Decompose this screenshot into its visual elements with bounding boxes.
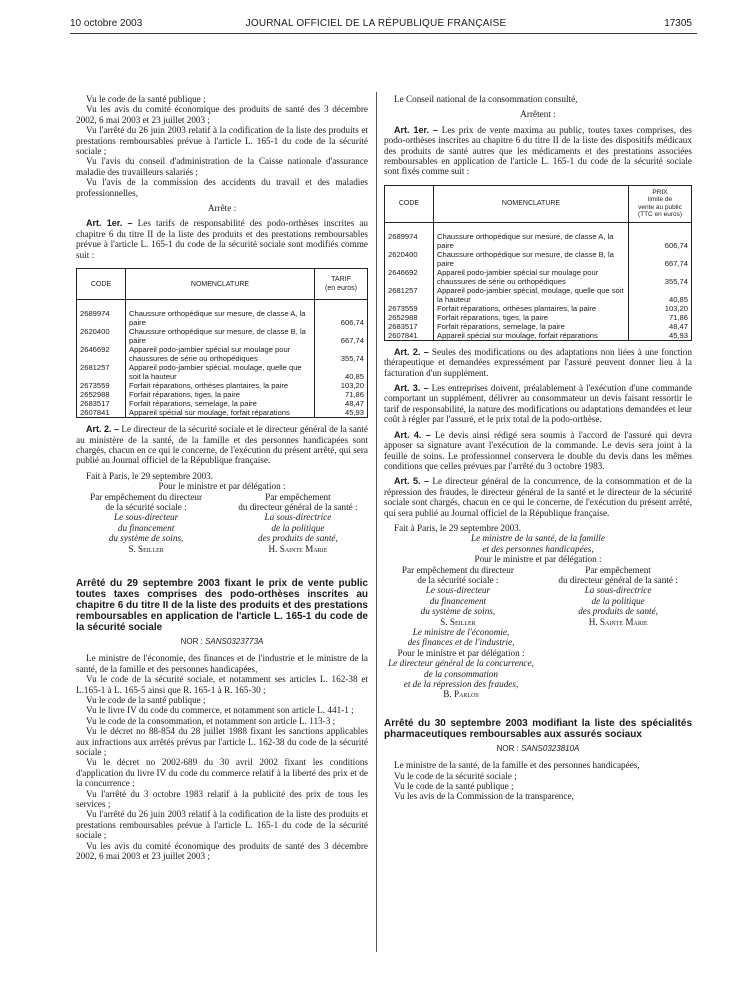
body-line: Vu l'arrêté du 26 juin 2003 relatif à la codification de la liste des produits et prestations remboursables prévue à l'article L. 165-1 du code de la sécurité sociale ; xyxy=(76,809,368,841)
signatory-name: S. Seiller xyxy=(440,616,476,627)
signature-line: des produits de santé, xyxy=(578,606,658,617)
intro-line: Vu l'avis du conseil d'administration de la Caisse nationale d'assurance maladie des travailleurs salariés ; xyxy=(76,156,368,177)
signature-line: La sous-directrice xyxy=(264,512,332,523)
row-code: 2620400 xyxy=(385,250,434,268)
column-header-prix: PRIX limite de vente au public (TTC en euros) xyxy=(629,185,692,222)
dg-line: Le directeur général de la concurrence, xyxy=(388,658,534,669)
signatory-name: B. Parlos xyxy=(443,689,479,700)
row-name: Appareil podo-jambier spécial sur moulage pour chaussures de série ou orthopédiques xyxy=(126,345,315,363)
row-name: Chaussure orthopédique sur mesure, de classe B, la paire xyxy=(434,250,629,268)
signature-block xyxy=(384,565,692,627)
arretent-heading: Arrêtent : xyxy=(520,109,556,120)
table-row xyxy=(385,268,692,286)
row-name: Forfait réparations, semelage, la paire xyxy=(126,399,315,408)
row-value: 40,85 xyxy=(629,286,692,304)
arrete-heading: Arrête : xyxy=(207,203,237,214)
article-2 xyxy=(384,347,692,378)
row-name: Appareil spécial sur moulage, forfait réparations xyxy=(126,408,315,418)
table-row xyxy=(77,399,368,408)
row-value: 103,20 xyxy=(629,304,692,313)
tarif-table xyxy=(76,268,368,418)
delegation-line: Pour le ministre et par délégation : xyxy=(158,481,286,492)
article-1 xyxy=(384,125,692,177)
article-label: Art. 5. – xyxy=(394,476,430,487)
row-name: Appareil spécial sur moulage, forfait réparations xyxy=(434,331,629,341)
body-line: Vu le livre IV du code du commerce, et notamment son article L. 441-1 ; xyxy=(86,705,354,716)
nor-value: SANS0323810A xyxy=(521,743,580,753)
row-name: Appareil podo-jambier spécial, moulage, quelle que soit la hauteur xyxy=(126,363,315,381)
row-value: 667,74 xyxy=(315,327,368,345)
row-code: 2620400 xyxy=(77,327,126,345)
signature-line: Par empêchement xyxy=(585,564,651,575)
table-row xyxy=(77,309,368,327)
intro-line: Vu le code de la santé publique ; xyxy=(86,94,206,104)
row-name: Chaussure orthopédique sur mesure, de classe B, la paire xyxy=(126,327,315,345)
row-name: Forfait réparations, semelage, la paire xyxy=(434,322,629,331)
intro-line: Vu l'avis de la commission des accidents du travail et des maladies professionnelles, xyxy=(76,177,368,198)
column-header-tarif: TARIF (en euros) xyxy=(315,269,368,300)
body-line: Vu le code de la santé publique ; xyxy=(86,695,206,705)
header-page-number: 17305 xyxy=(664,18,692,29)
row-name: Forfait réparations, tiges, la paire xyxy=(434,313,629,322)
row-code: 2689974 xyxy=(77,309,126,327)
table-row xyxy=(77,381,368,390)
article-2 xyxy=(76,424,368,466)
prix-table xyxy=(384,185,692,341)
article-4 xyxy=(384,430,692,472)
row-code: 2689974 xyxy=(385,232,434,250)
signature-line: du directeur général de la santé : xyxy=(558,574,678,585)
fait-line: Fait à Paris, le 29 septembre 2003. xyxy=(86,470,214,481)
row-value: 45,93 xyxy=(629,331,692,341)
row-code: 2673559 xyxy=(385,304,434,313)
row-code: 2681257 xyxy=(77,363,126,381)
signature-block xyxy=(76,492,368,554)
delegation-line: Pour le ministre et par délégation : xyxy=(397,647,525,658)
row-code: 2681257 xyxy=(385,286,434,304)
nor-label: NOR : xyxy=(180,636,203,646)
signature-line: du directeur général de la santé : xyxy=(238,501,358,512)
row-value: 45,93 xyxy=(315,408,368,418)
signature-line: Par empêchement du directeur xyxy=(90,491,203,502)
row-name: Appareil podo-jambier spécial, moulage, quelle que soit la hauteur xyxy=(434,286,629,304)
table-row xyxy=(77,345,368,363)
article-text: Les prix de vente maxima au public, toutes taxes comprises, des podo-orthèses inscrites au chapitre 6 du titre II de la liste des dispositifs médicaux des produits de santé autres que les médicaments et des prestations associées remboursables en application de l'article L. 165-1 du code de la sécurité sociale sont fixés comme suit : xyxy=(384,124,693,177)
column-header-nomenclature: NOMENCLATURE xyxy=(126,269,315,300)
row-code: 2673559 xyxy=(77,381,126,390)
body-line: Vu le code de la santé publique ; xyxy=(394,781,514,792)
table-header-row xyxy=(385,185,692,222)
left-column xyxy=(76,94,368,862)
signatory-name: H. Sainte Marie xyxy=(588,616,648,627)
signature-left xyxy=(76,492,216,554)
ministre-line: Le ministre de la santé, de la famille xyxy=(471,533,605,544)
signatory-name: H. Sainte Marie xyxy=(268,543,328,554)
article-text: Les tarifs de responsabilité des podo-orthèses inscrites au chapitre 6 du titre II de la liste des produits et des prestations remboursables prévue à l'article L. 165-1 du code de la sécurité sociale sont modifiés comme suit : xyxy=(76,218,369,260)
signature-left xyxy=(384,565,532,627)
arrete-title: Arrêté du 29 septembre 2003 fixant le prix de vente public toutes taxes comprises des podo-orthèses inscrites au chapitre 6 du titre II de la liste des produits et des prestations remboursables en application de l'article L. 165-1 du code de la sécurité sociale xyxy=(76,577,368,633)
column-header-code: CODE xyxy=(77,269,126,300)
row-code: 2646692 xyxy=(77,345,126,363)
row-code: 2683517 xyxy=(385,322,434,331)
signature-line: La sous-directrice xyxy=(584,585,652,596)
row-value: 606,74 xyxy=(629,232,692,250)
signature-line: des produits de santé, xyxy=(258,533,338,544)
row-value: 606,74 xyxy=(315,309,368,327)
ministre-line: Le ministre de l'économie, xyxy=(412,627,510,637)
row-code: 2607841 xyxy=(77,408,126,418)
signature-right xyxy=(544,565,692,627)
body-line: Vu le décret no 2002-689 du 30 avril 2002 fixant les conditions d'application du livre IV du code du commerce relatif à la liberté des prix et de la concurrence ; xyxy=(76,757,368,789)
table-row xyxy=(385,331,692,341)
article-text: Le directeur général de la concurrence, de la consommation et de la répression des fraudes, le directeur général de la santé et le directeur de la sécurité sociale sont chargés, chacun en ce qui le concerne, de l'exécution du présent arrêté, qui sera publié au Journal officiel de la République française. xyxy=(384,476,693,518)
body-line: Vu le code de la sécurité sociale ; xyxy=(394,770,517,781)
intro-line: Vu les avis du comité économique des produits de santé des 3 décembre 2002, 6 mai 2003 et 23 juillet 2003 ; xyxy=(76,104,368,125)
row-value: 667,74 xyxy=(629,250,692,268)
row-name: Chaussure orthopédique sur mesure, de classe A, la paire xyxy=(126,309,315,327)
row-code: 2646692 xyxy=(385,268,434,286)
table-row xyxy=(385,313,692,322)
signature-right xyxy=(228,492,368,554)
body-line: Vu le code de la sécurité sociale, et notamment ses articles L. 162-38 et L.165-1 à L. 165-5 ainsi que R. 165-1 à R. 165-30 ; xyxy=(76,674,368,695)
signature-line: Par empêchement xyxy=(265,491,331,502)
signature-line: Le sous-directeur xyxy=(113,512,179,523)
dg-line: et de la répression des fraudes, xyxy=(403,679,519,690)
signature-line: de la politique xyxy=(591,595,645,606)
ministre-line: des finances et de l'industrie, xyxy=(407,637,515,648)
body-line: Vu le décret no 88-854 du 28 juillet 1988 fixant les sanctions applicables aux infractions aux arrêtés prévus par l'article L. 162-38 du code de la sécurité sociale ; xyxy=(76,726,368,758)
article-text: Les entreprises doivent, préalablement à l'exécution d'une commande comportant un supplément, délivrer au consommateur un devis faisant ressortir le tarif de responsabilité, la nature des modifications ou adaptations demandées et leur coût à régler par l'assuré, et le prix total de la podo-orthèse. xyxy=(384,383,693,425)
column-divider xyxy=(376,92,377,952)
row-name: Forfait réparations, tiges, la paire xyxy=(126,390,315,399)
article-label: Art. 2. – xyxy=(86,424,120,435)
row-value: 48,47 xyxy=(629,322,692,331)
nor-value: SANS0323773A xyxy=(205,636,264,646)
header-rule xyxy=(70,33,697,34)
table-row xyxy=(385,304,692,313)
table-row xyxy=(385,232,692,250)
article-5 xyxy=(384,476,692,518)
signature-line: du système de soins, xyxy=(420,606,496,617)
article-label: Art. 1er. – xyxy=(86,218,133,229)
nor-reference xyxy=(76,637,368,647)
row-value: 40,85 xyxy=(315,363,368,381)
dg-line: de la consommation xyxy=(423,668,498,679)
fait-line: Fait à Paris, le 29 septembre 2003. xyxy=(394,522,522,533)
row-name: Chaussure orthopédique sur mesure, de classe A, la paire xyxy=(434,232,629,250)
right-column xyxy=(384,94,692,802)
article-text: Le directeur de la sécurité sociale et le directeur général de la santé au ministère de la santé, de la famille et des personnes handicapées sont chargés, chacun en ce qui le concerne, de l'exécution du présent arrêté, qui sera publié au Journal officiel de la République française. xyxy=(76,424,369,466)
row-value: 103,20 xyxy=(315,381,368,390)
article-label: Art. 3. – xyxy=(394,383,429,394)
signature-line: Le sous-directeur xyxy=(425,585,491,596)
article-label: Art. 4. – xyxy=(394,429,431,440)
signature-line: du financement xyxy=(429,595,487,606)
table-row xyxy=(77,408,368,418)
article-text: Seules des modifications ou des adaptations non liées à une fonction thérapeutique et demandées expressément par l'assuré peuvent donner lieu à la facturation d'un supplément. xyxy=(384,346,692,378)
ministre-line: et des personnes handicapées, xyxy=(482,543,594,554)
row-name: Forfait réparations, orthèses plantaires, la paire xyxy=(434,304,629,313)
signatory-name: S. Seiller xyxy=(128,543,164,554)
row-value: 48,47 xyxy=(315,399,368,408)
signature-line: du financement xyxy=(117,522,175,533)
table-header-row xyxy=(77,269,368,300)
signature-line: Par empêchement du directeur xyxy=(401,564,514,575)
article-label: Art. 2. – xyxy=(394,346,429,357)
row-code: 2652988 xyxy=(385,313,434,322)
article-3 xyxy=(384,383,692,425)
article-label: Art. 1er. – xyxy=(394,124,438,135)
column-header-nomenclature: NOMENCLATURE xyxy=(434,185,629,222)
row-value: 71,86 xyxy=(629,313,692,322)
column-header-code: CODE xyxy=(385,185,434,222)
row-value: 355,74 xyxy=(315,345,368,363)
body-line: Le ministre de la santé, de la famille et des personnes handicapées, xyxy=(394,760,640,771)
intro-line: Vu l'arrêté du 26 juin 2003 relatif à la codification de la liste des produits et prestations remboursables prévue à l'article L. 165-1 du code de la sécurité sociale ; xyxy=(76,125,368,157)
nor-label: NOR : xyxy=(496,743,519,753)
signature-line: du système de soins, xyxy=(108,533,184,544)
body-line: Vu le code de la consommation, et notamment son article L. 113-3 ; xyxy=(86,715,336,726)
article-text: Le devis ainsi rédigé sera soumis à l'accord de l'assuré qui devra apposer sa signature avant l'exécution de la commande. Le devis sera joint à la feuille de soins. Le professionnel conservera le double du devis dans les mêmes conditions que celles prévues par l'arrêté du 3 octobre 1983. xyxy=(384,429,693,471)
body-line: Vu l'arrêté du 3 octobre 1983 relatif à la publicité des prix de tous les services ; xyxy=(76,788,368,810)
row-value: 355,74 xyxy=(629,268,692,286)
body-line: Vu les avis de la Commission de la transparence, xyxy=(394,791,574,802)
header-date: 10 octobre 2003 xyxy=(70,18,143,29)
signature-line: de la politique xyxy=(271,522,325,533)
table-row xyxy=(385,286,692,304)
economie-signature xyxy=(384,627,538,700)
body-line: Vu les avis du comité économique des produits de santé des 3 décembre 2002, 6 mai 2003 et 23 juillet 2003 ; xyxy=(76,840,368,862)
article-1 xyxy=(76,218,368,260)
row-name: Appareil podo-jambier spécial sur moulage pour chaussures de série ou orthopédiques xyxy=(434,268,629,286)
conseil-line: Le Conseil national de la consommation consulté, xyxy=(394,94,578,104)
row-code: 2607841 xyxy=(385,331,434,341)
row-value: 71,86 xyxy=(315,390,368,399)
body-line: Le ministre de l'économie, des finances et de l'industrie et le ministre de la santé, de la famille et des personnes handicapées, xyxy=(76,653,368,674)
header-title: JOURNAL OFFICIEL DE LA RÉPUBLIQUE FRANÇAISE xyxy=(245,18,507,29)
table-row xyxy=(77,390,368,399)
row-name: Forfait réparations, orthèses plantaires, la paire xyxy=(126,381,315,390)
nor-reference xyxy=(384,744,692,754)
table-row xyxy=(77,327,368,345)
row-code: 2652988 xyxy=(77,390,126,399)
table-row xyxy=(385,322,692,331)
table-row xyxy=(385,250,692,268)
row-code: 2683517 xyxy=(77,399,126,408)
arrete-title: Arrêté du 30 septembre 2003 modifiant la liste des spécialités pharmaceutiques remboursables aux assurés sociaux xyxy=(384,717,692,740)
delegation-line: Pour le ministre et par délégation : xyxy=(474,554,602,565)
signature-line: de la sécurité sociale : xyxy=(105,501,187,512)
signature-line: de la sécurité sociale : xyxy=(417,574,499,585)
table-row xyxy=(77,363,368,381)
